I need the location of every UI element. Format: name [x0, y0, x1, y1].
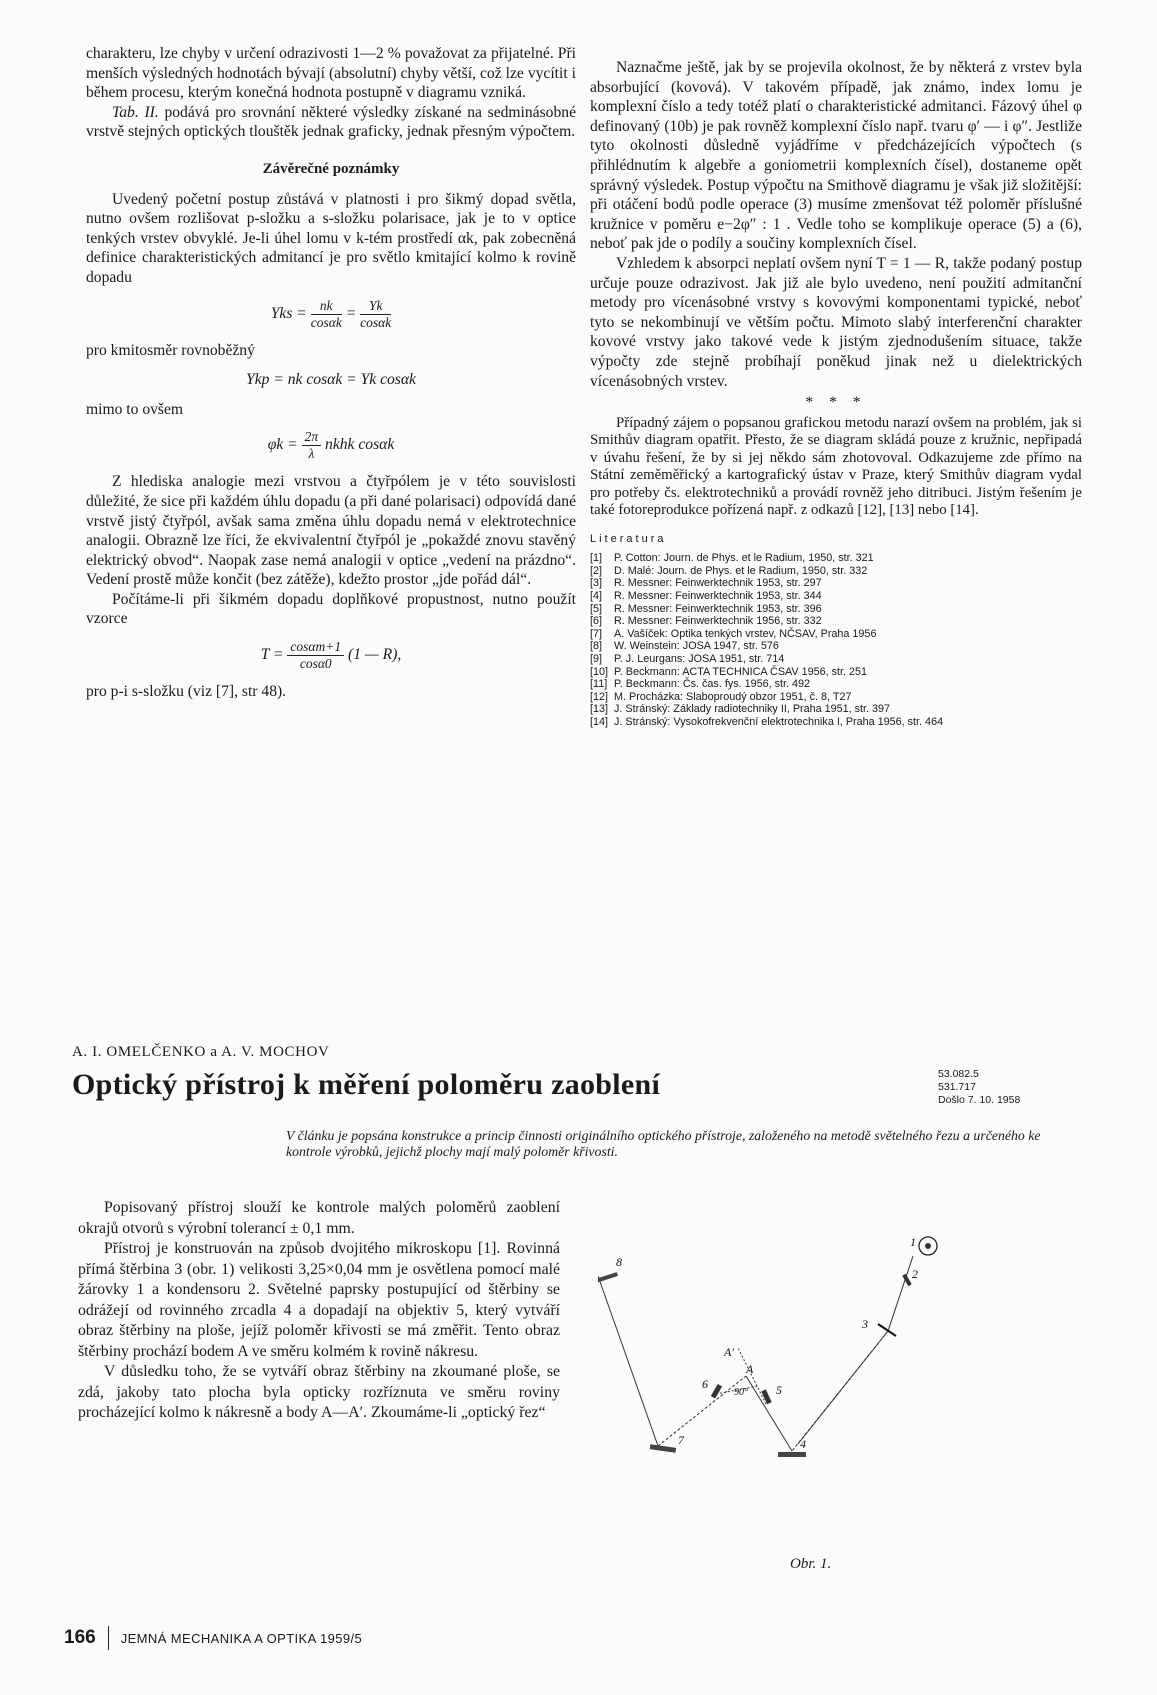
objective-lens-icon	[761, 1389, 771, 1404]
reference-item	[590, 716, 1082, 729]
mirror-8-icon	[598, 1272, 618, 1284]
paragraph	[86, 103, 576, 142]
reference-number: [4]	[590, 590, 603, 603]
formula-lhs: T =	[260, 646, 284, 664]
reference-text: J. Stránský: Vysokofrekvenční elektrotechnika I, Praha 1956, str. 464	[614, 716, 944, 728]
reference-item	[590, 640, 1082, 653]
fraction-denominator: cosα0	[299, 656, 332, 672]
fraction-denominator: cosαk	[360, 314, 392, 330]
reference-item	[590, 552, 1082, 565]
reference-text: R. Messner: Feinwerktechnik 1956, str. 332	[614, 615, 822, 628]
paragraph: pro p-i s-složku (viz [7], str 48).	[86, 683, 287, 701]
reference-number: [10]	[590, 665, 609, 678]
reference-number: [2]	[590, 564, 603, 577]
reference-item	[590, 590, 1082, 603]
paragraph: Popisovaný přístroj slouží ke kontrole malých poloměrů zaoblení okrajů otvorů s výrobní tolerancí ± 0,1 mm.	[78, 1199, 560, 1237]
reference-number: [6]	[590, 615, 603, 628]
light-ray	[798, 1331, 888, 1444]
section-separator: * * *	[805, 394, 867, 412]
article-title: Optický přístroj k měření poloměru zaoblení	[72, 1068, 661, 1101]
reference-item	[590, 666, 1082, 679]
fraction-denominator: λ	[308, 446, 315, 462]
paragraph: Případný zájem o popsanou grafickou metodu narazí ovšem na problém, jak si Smithův diagram opatřit. Přesto, že se diagram skládá pouze z kružnic, nepřipadá v úvahu řešení, že by si jej někdo sám zhotovoval. Odkazujeme zde přímo na Státní zeměměřický a kartografický ústav v Praze, který Smithův diagram vydal pro potřeby čs. elektrotechniků a provádí rovněž jeho ditribuci. Jistým řešením je také fotoreprodukce pořízená např. z odkazů [12], [13] nebo [14].	[590, 414, 1082, 519]
received-date: Došlo 7. 10. 1958	[938, 1094, 1021, 1106]
figure-label-a: A	[746, 1362, 754, 1376]
reference-number: [11]	[590, 678, 608, 691]
reference-number: [9]	[590, 653, 603, 666]
reference-item	[590, 615, 1082, 628]
figure-label-6: 6	[702, 1377, 708, 1391]
figure-label-4: 4	[800, 1437, 806, 1451]
reference-number: [8]	[590, 640, 603, 653]
slit-icon	[878, 1324, 896, 1336]
light-ray	[888, 1256, 913, 1331]
paragraph: Z hlediska analogie mezi vrstvou a čtyřpólem je v této souvislosti důležité, že sice při každém úhlu dopadu (a při dané polarisaci) odpovídá dané vrstvě jistý čtyřpól, avšak sama změna úhlu dopadu nemá v elektrotechnice analogii. Obrazně lze říci, že ekvivalentní čtyřpól je „pokaždé znovu stavěný elektrický obvod“. Naopak zase nemá analogii v optice „vedení na prázdno“. Vedení prostě může končit (bez zátěže), kdežto prostor „jde pořád dál“.	[86, 473, 576, 589]
section-heading: Závěrečné poznámky	[262, 160, 400, 177]
article-authors: A. I. OMELČENKO a A. V. MOCHOV	[72, 1044, 330, 1060]
figure-label-8: 8	[616, 1255, 622, 1269]
left-column-bottom	[78, 1198, 560, 1424]
paragraph: V důsledku toho, že se vytváří obraz štěrbiny na zkoumané ploše, se zdá, jakoby tato plocha byla opticky rozříznuta ve směru roviny procházející kolmo k nákresně a body A—A′. Zkoumáme-li „optický řez“	[78, 1363, 560, 1421]
figure-label-a-prime: A′	[724, 1345, 734, 1359]
reference-item	[590, 577, 1082, 590]
formula-lhs: φk =	[267, 436, 298, 454]
fraction-numerator: nk	[311, 298, 342, 315]
paragraph-text: podává pro srovnání některé výsledky získané na sedminásobné vrstvě stejných optických tlouštěk jednak graficky, jednak přesným výpočtem.	[86, 103, 576, 141]
reference-item	[590, 653, 1082, 666]
figure-label-angle: 90°	[734, 1387, 748, 1398]
reference-number: [1]	[590, 552, 603, 565]
article-meta	[938, 1068, 1020, 1107]
reference-item	[590, 603, 1082, 616]
reference-text: R. Messner: Feinwerktechnik 1953, str. 396	[614, 602, 822, 615]
formula-phase	[86, 429, 576, 462]
fraction-numerator: 2π	[302, 429, 322, 446]
udc-code: 53.082.5	[938, 1068, 979, 1080]
reference-text: R. Messner: Feinwerktechnik 1953, str. 344	[614, 590, 822, 603]
reference-number: [5]	[590, 602, 603, 615]
references-list	[590, 552, 1082, 728]
reference-item	[590, 703, 1082, 716]
footer-divider	[108, 1626, 109, 1650]
page-footer	[64, 1626, 362, 1650]
reference-text: J. Stránský: Základy radiotechniky II, Praha 1951, str. 397	[614, 703, 891, 716]
mirror-4-icon	[778, 1452, 806, 1457]
reference-number: [7]	[590, 627, 603, 640]
reference-text: P. Beckmann: Čs. čas. fys. 1956, str. 492	[614, 678, 811, 691]
paragraph: Naznačme ještě, jak by se projevila okolnost, že by některá z vrstev byla absorbující (kovová). V takovém případě, jak známo, index lomu je komplexní číslo a tedy totéž platí o charakteristické admitanci. Fázový úhel φ definovaný (10b) je pak rovněž komplexní číslo např. tvaru φ′ — i φ″. Jestliže tyto okolnosti důsledně vyjádříme v předcházejících výpočtech (s přihlédnutím k algebře a goniometrii komplexních čísel), dostaneme opět správný výsledek. Postup výpočtu na Smithově diagramu je však již složitější: při otáčení bodů podle operace (3) musíme zmenšovat též poloměr příslušné kružnice v poměru e−2φ″ : 1 . Vedle toho se komplikuje operace (5) a (6), neboť pak jde o podíly a součiny komplexních čísel.	[590, 59, 1082, 253]
reference-text: P. Beckmann: ACTA TECHNICA ČSAV 1956, str. 251	[614, 665, 868, 678]
paragraph: mimo to ovšem	[86, 400, 184, 418]
formula-rhs: (1 — R),	[348, 646, 402, 664]
left-column-top	[86, 44, 576, 702]
right-column-top	[590, 58, 1082, 729]
figure-label-2: 2	[912, 1267, 918, 1281]
paragraph: Vzhledem k absorpci neplatí ovšem nyní T = 1 — R, takže podaný postup určuje pouze odrazivost. Jak již ale bylo uvedeno, není použití admitanční metody pro vícenásobné vrstvy s kovovými komponentami typické, neboť tyto se nekombinují ve větším počtu. Mimoto slabý interferenční charakter kovové vrstvy jako takové vede k jistým zjednodušením situace, takže výpočty zde stejně probíhají poněkud jinak než u dielektrických vícenásobných vrstev.	[590, 254, 1082, 390]
paragraph: charakteru, lze chyby v určení odrazivosti 1—2 % považovat za přijatelné. Při menších výsledných hodnotách bývají (absolutní) chyby větší, což lze vycítit i během procesu, kterým konečná hodnota postupně v diagramu vzniká.	[86, 45, 576, 102]
reference-item	[590, 565, 1082, 578]
fraction	[287, 639, 344, 672]
paragraph: pro kmitosměr rovnoběžný	[86, 341, 255, 359]
formula-admittance-p: Ykp = nk cosαk = Yk cosαk	[246, 371, 416, 389]
fraction-numerator: Yk	[360, 298, 391, 315]
fraction	[311, 298, 342, 331]
light-ray	[598, 1276, 658, 1446]
figure-label-7: 7	[678, 1433, 684, 1447]
mirror-7-icon	[650, 1444, 676, 1453]
fraction	[360, 298, 391, 331]
reference-item	[590, 628, 1082, 641]
paragraph: Přístroj je konstruován na způsob dvojitého mikroskopu [1]. Rovinná přímá štěrbina 3 (obr. 1) velikosti 3,25×0,04 mm je osvětlena pomocí malé žárovky 1 a kondensoru 2. Světelné paprsky postupující od štěrbiny se odrážejí od rovinného zrcadla 4 a dopadají na objektiv 5, který vytváří obraz štěrbiny na ploše, jejíž poloměr křivosti se má změřit. Tento obraz štěrbiny prochází bodem A ve směru kolmém k rovině nákresu.	[78, 1240, 560, 1360]
optical-diagram-figure	[598, 1236, 1098, 1536]
article-abstract: V článku je popsána konstrukce a princip činnosti originálního optického přístroje, založeného na metodě světelného řezu a určeného ke kontrole výrobků, jejichž plochy mají malý poloměr křivosti.	[286, 1128, 1041, 1159]
references-heading: Literatura	[590, 532, 667, 545]
reference-item	[590, 678, 1082, 691]
fraction	[302, 429, 322, 462]
reference-text: P. J. Leurgans: JOSA 1951, str. 714	[614, 653, 785, 666]
fraction-denominator: cosαk	[310, 314, 342, 330]
formula-rhs: nkhk cosαk	[325, 436, 395, 454]
figure-label-1: 1	[910, 1236, 916, 1249]
reference-text: W. Weinstein: JOSA 1947, str. 576	[614, 640, 779, 653]
udc-code: 531.717	[938, 1081, 976, 1093]
journal-name: JEMNÁ MECHANIKA A OPTIKA 1959/5	[120, 1630, 363, 1646]
formula-lhs: Yks =	[270, 304, 307, 322]
equals-sign: =	[345, 304, 357, 322]
reference-text: A. Vašíček: Optika tenkých vrstev, NČSAV, Praha 1956	[614, 627, 877, 640]
table-reference: Tab. II.	[112, 103, 159, 121]
reference-text: D. Malé: Journ. de Phys. et le Radium, 1950, str. 332	[614, 564, 868, 577]
reference-text: M. Procházka: Slaboproudý obzor 1951, č. 8, T27	[614, 690, 852, 703]
reference-number: [12]	[590, 690, 609, 703]
fraction-numerator: cosαm+1	[287, 639, 344, 656]
figure-label-3: 3	[862, 1317, 868, 1331]
formula-transmittance	[86, 639, 576, 672]
reference-item	[590, 691, 1082, 704]
paragraph: Uvedený početní postup zůstává v platnosti i pro šikmý dopad světla, nutno ovšem rozlišovat p-složku a s-složku polarisace, jak je to v optice tenkých vrstev obvyklé. Je-li úhel lomu v k-tém prostředí αk, pak zobecněná definice charakteristických admitancí je pro světlo kmitající kolmo k rovině dopadu	[86, 190, 576, 286]
reference-number: [14]	[590, 716, 609, 728]
lamp-icon	[919, 1237, 937, 1255]
page-number: 166	[64, 1627, 96, 1648]
reference-number: [13]	[590, 703, 609, 716]
paragraph: Počítáme-li při šikmém dopadu doplňkové propustnost, nutno použít vzorce	[86, 590, 576, 628]
reference-text: R. Messner: Feinwerktechnik 1953, str. 297	[614, 577, 822, 590]
reference-number: [3]	[590, 577, 603, 590]
objective-lens-icon	[711, 1384, 722, 1399]
formula-admittance-s	[86, 298, 576, 331]
reference-text: P. Cotton: Journ. de Phys. et le Radium, 1950, str. 321	[614, 552, 874, 565]
figure-label-5: 5	[776, 1383, 782, 1397]
figure-caption: Obr. 1.	[790, 1556, 832, 1572]
